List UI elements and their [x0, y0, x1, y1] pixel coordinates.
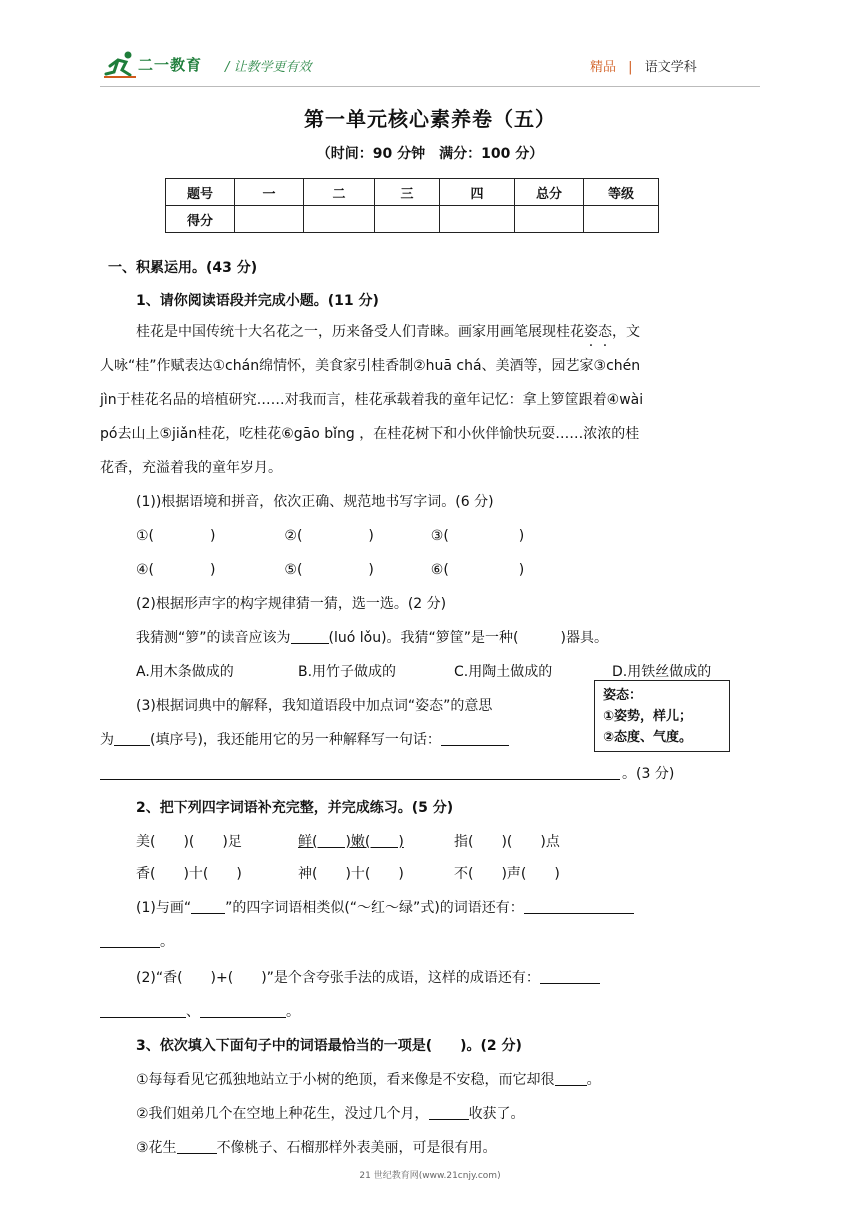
slogan: / 让教学更有效 [225, 60, 312, 75]
word-item: 神( )十( ) [298, 866, 404, 882]
question-text: 、 [186, 1004, 200, 1020]
question-text: 收获了。 [468, 1106, 525, 1122]
dict-definition: ②态度、气度。 [603, 730, 693, 745]
answer-blank[interactable] [100, 1002, 186, 1018]
score-note: 。(3 分) [622, 766, 675, 782]
question-heading: 2、把下列四字词语补充完整，并完成练习。(5 分) [136, 800, 454, 816]
header-divider [100, 86, 760, 87]
bracket-close: ) [210, 528, 216, 544]
answer-brackets-row [136, 560, 524, 580]
score-cell[interactable] [584, 206, 659, 233]
subquestion-line [136, 898, 634, 918]
brand-quality: 精品 [590, 60, 617, 75]
answer-blank[interactable] [114, 730, 150, 746]
question-text: ”的四字词语相类似(“～红～绿”式)的词语还有： [225, 900, 524, 916]
choice-c[interactable]: C.用陶土做成的 [454, 664, 553, 680]
subquestion-line [136, 628, 608, 648]
passage-line [136, 322, 640, 342]
brand-subject: 语文学科 [644, 60, 697, 75]
page-title: 第一单元核心素养卷（五） [304, 107, 556, 131]
logo-text: 二一教育 [138, 56, 203, 74]
answer-blank[interactable] [200, 1002, 286, 1018]
score-cell[interactable] [515, 206, 584, 233]
bracket-close: ) [518, 562, 525, 578]
dict-title: 姿态： [603, 688, 643, 703]
subquestion: (1))根据语境和拼音，依次正确、规范地书写字词。(6 分) [136, 494, 494, 510]
dictionary-box [594, 680, 730, 752]
dotted-char: 姿 [584, 324, 598, 340]
subquestion-line [100, 932, 174, 952]
passage-line: 人咏“桂”作赋表达①chán绵情怀，美食家引桂香制②huā chá、美酒等，园艺家③chén [100, 358, 641, 374]
choice-a[interactable]: A.用木条做成的 [136, 664, 234, 680]
subquestion-line [136, 968, 600, 988]
answer-slot[interactable]: ②( [284, 528, 303, 544]
passage-text: ，文 [612, 324, 640, 340]
question-heading: 3、依次填入下面句子中的词语最恰当的一项是( )。(2 分) [136, 1038, 522, 1054]
answer-blank[interactable] [524, 898, 634, 914]
answer-line[interactable] [100, 779, 620, 780]
question-text: 。 [286, 1004, 300, 1020]
score-table-header-row [166, 179, 659, 206]
question-text: (填序号)，我还能用它的另一种解释写一句话： [150, 732, 441, 748]
answer-blank[interactable] [555, 1070, 587, 1086]
bracket-close: ) [210, 562, 216, 578]
question-heading: 1、请你阅读语段并完成小题。(11 分) [136, 293, 379, 309]
runner-icon [104, 50, 138, 78]
exam-info: （时间：90 分钟 满分：100 分） [316, 146, 544, 162]
sentence [136, 1138, 497, 1158]
table-cell: 总分 [515, 179, 584, 206]
bracket-close: ) [368, 528, 374, 544]
dict-definition: ①姿势，样儿； [603, 709, 693, 724]
sentence [136, 1104, 525, 1124]
table-cell: 三 [375, 179, 440, 206]
page-footer: 21 世纪教育网(www.21cnjy.com) [359, 1171, 501, 1181]
answer-blank[interactable] [540, 968, 600, 984]
answer-slot[interactable]: ⑤( [284, 562, 303, 578]
subquestion-line [100, 730, 509, 750]
question-text: 为 [100, 732, 114, 748]
passage-text: 桂花是中国传统十大名花之一，历来备受人们青睐。画家用画笔展现桂花 [136, 324, 584, 340]
question-text: (1)与画“ [136, 900, 192, 916]
question-text: (2)“香( )+( )”是个含夸张手法的成语，这样的成语还有： [136, 970, 540, 986]
subquestion: (3)根据词典中的解释，我知道语段中加点词“姿态”的意思 [136, 698, 493, 714]
bracket-close: ) [368, 562, 374, 578]
brand-separator: | [628, 60, 633, 75]
passage-line: pó去山上⑤jiǎn桂花，吃桂花⑥gāo bǐng ，在桂花树下和小伙伴愉快玩耍……浓浓的桂 [100, 426, 640, 442]
question-text: 我猜测“箩”的读音应该为 [136, 630, 291, 646]
question-text: ②我们姐弟几个在空地上种花生，没过几个月， [136, 1106, 429, 1122]
word-item: 香( )十( ) [136, 866, 242, 882]
question-text: 。 [586, 1072, 601, 1088]
question-text: (luó lǒu)。我猜“箩筐”是一种( )器具。 [328, 630, 608, 646]
brand-logo [104, 50, 216, 80]
score-table [165, 178, 659, 233]
answer-blank[interactable] [177, 1138, 217, 1154]
score-table-score-row [166, 206, 659, 233]
passage-line: jìn于桂花名品的培植研究……对我而言，桂花承载着我的童年记忆：拿上箩筐跟着④wài [100, 392, 644, 408]
table-cell: 二 [304, 179, 375, 206]
answer-brackets-row [136, 526, 524, 546]
table-cell: 等级 [584, 179, 659, 206]
dotted-char: 态 [598, 324, 612, 340]
table-cell: 题号 [166, 179, 235, 206]
answer-blank[interactable] [191, 898, 225, 914]
answer-slot[interactable]: ③( [430, 528, 449, 544]
answer-blank[interactable] [291, 628, 329, 644]
question-text: 。 [160, 934, 174, 950]
answer-blank[interactable] [100, 932, 160, 948]
section-heading: 一、积累运用。(43 分) [108, 260, 258, 276]
question-text: 不像桃子、石榴那样外表美丽，可是很有用。 [216, 1140, 497, 1156]
question-text: ③花生 [136, 1140, 177, 1156]
table-cell: 四 [440, 179, 515, 206]
subquestion: (2)根据形声字的构字规律猜一猜，选一选。(2 分) [136, 596, 447, 612]
score-cell[interactable] [235, 206, 304, 233]
answer-slot[interactable]: ④( [136, 562, 155, 578]
passage-line: 花香，充溢着我的童年岁月。 [100, 460, 282, 476]
word-item: 不( )声( ) [454, 866, 560, 882]
sentence [136, 1070, 601, 1090]
choice-b[interactable]: B.用竹子做成的 [298, 664, 397, 680]
score-cell[interactable] [304, 206, 375, 233]
answer-blank[interactable] [441, 730, 509, 746]
subquestion-line [100, 1002, 300, 1022]
answer-slot[interactable]: ①( [136, 528, 155, 544]
table-cell: 一 [235, 179, 304, 206]
bracket-close: ) [518, 528, 525, 544]
table-cell: 得分 [166, 206, 235, 233]
choice-d[interactable]: D.用铁丝做成的 [612, 664, 712, 680]
score-cell[interactable] [440, 206, 515, 233]
word-item-underlined: 鲜( )嫩( ) [298, 834, 404, 850]
question-text: ①每每看见它孤独地站立于小树的绝顶，看来像是不安稳，而它却很 [136, 1072, 555, 1088]
word-item: 指( )( )点 [454, 834, 560, 850]
score-cell[interactable] [375, 206, 440, 233]
answer-slot[interactable]: ⑥( [430, 562, 449, 578]
answer-blank[interactable] [429, 1104, 469, 1120]
brand-label [590, 56, 697, 75]
word-item: 美( )( )足 [136, 834, 242, 850]
